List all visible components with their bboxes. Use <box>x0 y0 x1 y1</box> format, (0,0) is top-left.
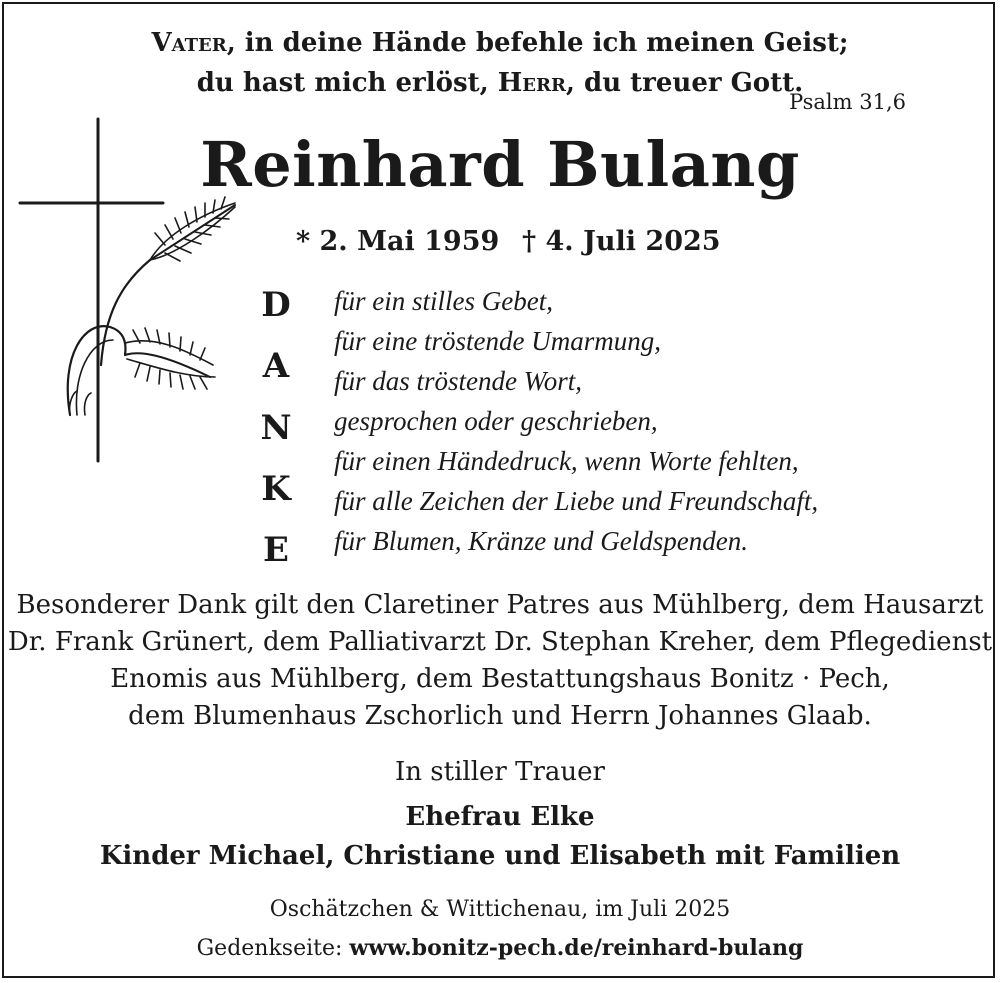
verse-line-1-rest: , in deine Hände befehle ich meinen Geist; <box>226 28 849 58</box>
verse-word-vater: Vater <box>151 28 227 58</box>
verse-line-2-post: , du treuer Gott. <box>565 68 804 98</box>
place-date: Oschätzchen & Wittichenau, im Juli 2025 <box>269 897 731 922</box>
memorial-label: Gedenkseite: <box>196 936 350 961</box>
verse-line-2-pre: du hast mich erlöst, <box>196 68 498 98</box>
special-thanks-line: dem Blumenhaus Zschorlich und Herrn Johannes Glaab. <box>128 701 872 731</box>
deceased-name: Reinhard Bulang <box>200 128 800 201</box>
danke-line: gesprochen oder geschrieben, <box>334 406 658 436</box>
verse-source: Psalm 31,6 <box>789 90 906 114</box>
danke-letter-d: D <box>261 285 291 325</box>
danke-letter-e: E <box>263 530 289 570</box>
verse-line-1 <box>0 28 1000 58</box>
danke-letter-a: A <box>262 346 290 386</box>
memorial-page <box>0 935 1000 961</box>
birth-date: * 2. Mai 1959 <box>296 226 500 257</box>
danke-line: für das tröstende Wort, <box>334 366 583 396</box>
danke-line: für eine tröstende Umarmung, <box>334 326 661 356</box>
special-thanks-line: Besonderer Dank gilt den Claretiner Patres aus Mühlberg, dem Hausarzt <box>16 590 984 620</box>
death-date: † 4. Juli 2025 <box>522 226 721 257</box>
memorial-url[interactable]: www.bonitz-pech.de/reinhard-bulang <box>349 935 804 961</box>
special-thanks-line: Enomis aus Mühlberg, dem Bestattungshaus Bonitz · Pech, <box>110 664 890 694</box>
danke-line: für einen Händedruck, wenn Worte fehlten, <box>334 446 799 476</box>
special-thanks-line: Dr. Frank Grünert, dem Palliativarzt Dr. Stephan Kreher, dem Pflegedienst <box>7 627 993 657</box>
danke-letter-k: K <box>261 469 291 509</box>
danke-line: für alle Zeichen der Liebe und Freundschaft, <box>334 486 819 516</box>
spouse-name: Ehefrau Elke <box>405 802 595 832</box>
danke-line: für ein stilles Gebet, <box>334 286 553 316</box>
danke-line: für Blumen, Kränze und Geldspenden. <box>334 526 748 556</box>
children-names: Kinder Michael, Christiane und Elisabeth mit Familien <box>99 841 901 871</box>
mourning-intro: In stiller Trauer <box>395 757 605 787</box>
danke-letter-n: N <box>260 408 292 448</box>
verse-word-herr: Herr <box>497 68 566 98</box>
